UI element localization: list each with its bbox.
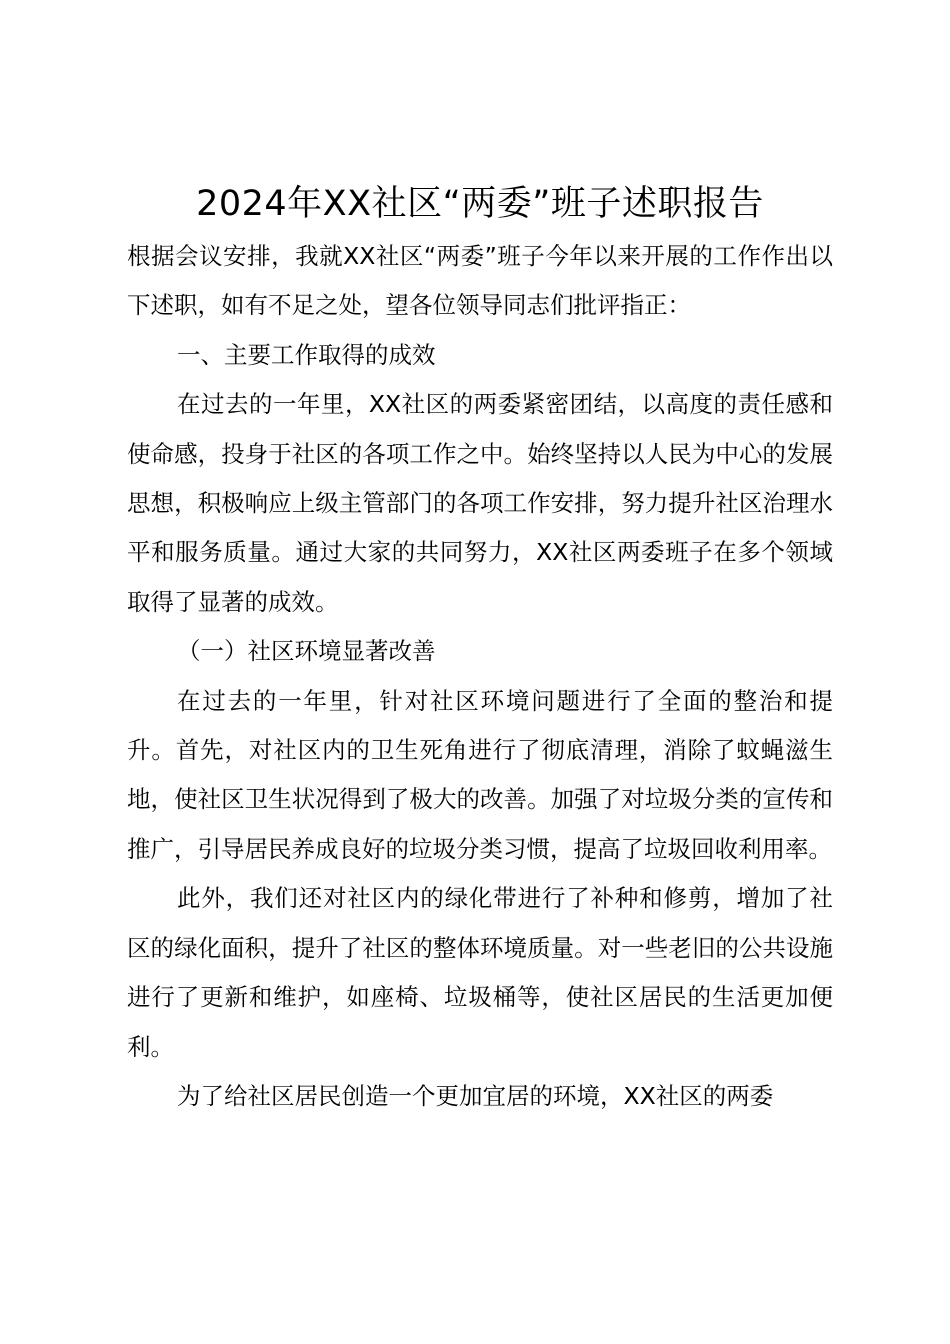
subsection-heading-environment: （一）社区环境显著改善 (177, 637, 436, 666)
paragraph-livable-environment: 为了给社区居民创造一个更加宜居的环境，XX社区的两委 (177, 1081, 774, 1110)
section-heading-main-achievements: 一、主要工作取得的成效 (177, 340, 436, 369)
paragraph-overview: 在过去的一年里，XX社区的两委紧密团结，以高度的责任感和使命感，投身于社区的各项工作之中。始终坚持以人民为中心的发展思想，积极响应上级主管部门的各项工作安排，努力提升社区治理水平和服务质量。通过大家的共同努力，XX社区两委班子在多个领域取得了显著的成效。 (127, 390, 833, 616)
paragraph-intro: 根据会议安排，我就XX社区“两委”班子今年以来开展的工作作出以下述职，如有不足之处，望各位领导同志们批评指正： (127, 242, 833, 320)
document-body (127, 232, 833, 1121)
paragraph-environment-cleanup: 在过去的一年里，针对社区环境问题进行了全面的整治和提升。首先，对社区内的卫生死角进行了彻底清理，消除了蚊蝇滋生地，使社区卫生状况得到了极大的改善。加强了对垃圾分类的宣传和推广，引导居民养成良好的垃圾分类习惯，提高了垃圾回收利用率。 (127, 686, 833, 863)
paragraph-greening-facilities: 此外，我们还对社区内的绿化带进行了补种和修剪，增加了社区的绿化面积，提升了社区的整体环境质量。对一些老旧的公共设施进行了更新和维护，如座椅、垃圾桶等，使社区居民的生活更加便利。 (127, 884, 833, 1061)
document-title: 2024年XX社区“两委”班子述职报告 (196, 184, 764, 224)
